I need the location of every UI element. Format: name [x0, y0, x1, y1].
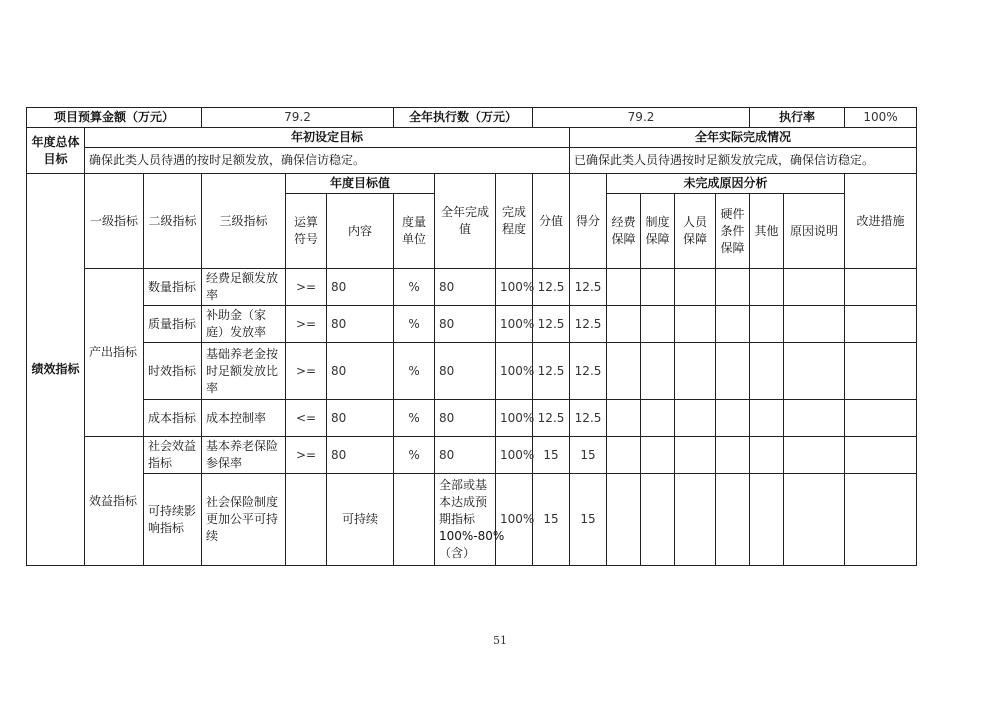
value-cell: 12.5 — [533, 306, 570, 343]
empty-cell — [845, 474, 917, 566]
content-cell: 80 — [327, 306, 394, 343]
col-staff: 人员保障 — [675, 194, 716, 269]
col-hardware: 硬件条件保障 — [716, 194, 750, 269]
col-level2: 二级指标 — [144, 174, 202, 269]
empty-cell — [641, 400, 675, 437]
empty-cell — [641, 437, 675, 474]
initial-goal-header: 年初设定目标 — [85, 128, 570, 148]
empty-cell — [675, 437, 716, 474]
completed-cell: 80 — [435, 269, 496, 306]
empty-cell — [845, 437, 917, 474]
annual-goal-label: 年度总体目标 — [27, 128, 85, 174]
content-cell: 80 — [327, 269, 394, 306]
col-other: 其他 — [750, 194, 784, 269]
rate-label: 执行率 — [750, 108, 845, 128]
empty-cell — [675, 400, 716, 437]
empty-cell — [607, 474, 641, 566]
score-cell: 12.5 — [570, 400, 607, 437]
level2-cell: 可持续影响指标 — [144, 474, 202, 566]
level2-cell: 时效指标 — [144, 343, 202, 400]
degree-cell: 100% — [496, 306, 533, 343]
completed-cell: 全部或基本达成预期指标100%-80%（含） — [435, 474, 496, 566]
empty-cell — [784, 474, 845, 566]
score-cell: 12.5 — [570, 343, 607, 400]
col-score-value: 分值 — [533, 174, 570, 269]
empty-cell — [607, 269, 641, 306]
empty-cell — [716, 306, 750, 343]
content-cell: 可持续 — [327, 474, 394, 566]
table-row — [27, 306, 917, 343]
operator-cell — [286, 474, 327, 566]
content-cell: 80 — [327, 437, 394, 474]
col-score: 得分 — [570, 174, 607, 269]
empty-cell — [607, 343, 641, 400]
empty-cell — [845, 343, 917, 400]
degree-cell: 100% — [496, 269, 533, 306]
operator-cell: >= — [286, 306, 327, 343]
value-cell: 12.5 — [533, 269, 570, 306]
level3-cell: 成本控制率 — [202, 400, 286, 437]
empty-cell — [607, 437, 641, 474]
actual-goal-text: 已确保此类人员待遇按时足额发放完成，确保信访稳定。 — [570, 148, 917, 174]
empty-cell — [607, 306, 641, 343]
actual-goal-header: 全年实际完成情况 — [570, 128, 917, 148]
initial-goal-text: 确保此类人员待遇的按时足额发放，确保信访稳定。 — [85, 148, 570, 174]
level2-cell: 成本指标 — [144, 400, 202, 437]
level3-cell: 社会保险制度更加公平可持续 — [202, 474, 286, 566]
empty-cell — [675, 306, 716, 343]
completed-cell: 80 — [435, 343, 496, 400]
empty-cell — [641, 306, 675, 343]
empty-cell — [716, 343, 750, 400]
content-cell: 80 — [327, 400, 394, 437]
empty-cell — [675, 474, 716, 566]
empty-cell — [750, 437, 784, 474]
budget-label: 项目预算金额（万元） — [27, 108, 202, 128]
exec-value: 79.2 — [533, 108, 750, 128]
level3-cell: 基本养老保险参保率 — [202, 437, 286, 474]
col-operator: 运算符号 — [286, 194, 327, 269]
col-content: 内容 — [327, 194, 394, 269]
empty-cell — [641, 269, 675, 306]
col-unit: 度量单位 — [394, 194, 435, 269]
content-cell: 80 — [327, 343, 394, 400]
table-row — [27, 437, 917, 474]
exec-label: 全年执行数（万元） — [394, 108, 533, 128]
score-cell: 12.5 — [570, 306, 607, 343]
performance-table — [26, 107, 917, 566]
col-level1: 一级指标 — [85, 174, 144, 269]
value-cell: 12.5 — [533, 400, 570, 437]
degree-cell: 100% — [496, 343, 533, 400]
empty-cell — [641, 474, 675, 566]
output-indicator-label: 产出指标 — [85, 269, 144, 437]
unit-cell: % — [394, 306, 435, 343]
score-cell: 15 — [570, 437, 607, 474]
value-cell: 15 — [533, 474, 570, 566]
unit-cell: % — [394, 437, 435, 474]
page-number: 51 — [493, 634, 507, 647]
table-row — [27, 269, 917, 306]
table-row — [27, 400, 917, 437]
value-cell: 12.5 — [533, 343, 570, 400]
col-level3: 三级指标 — [202, 174, 286, 269]
operator-cell: >= — [286, 343, 327, 400]
value-cell: 15 — [533, 437, 570, 474]
empty-cell — [784, 437, 845, 474]
perf-header-row-1 — [27, 174, 917, 194]
col-fund: 经费保障 — [607, 194, 641, 269]
empty-cell — [750, 400, 784, 437]
empty-cell — [750, 343, 784, 400]
operator-cell: >= — [286, 269, 327, 306]
budget-row — [27, 108, 917, 128]
empty-cell — [845, 400, 917, 437]
empty-cell — [784, 400, 845, 437]
empty-cell — [716, 400, 750, 437]
empty-cell — [845, 306, 917, 343]
score-cell: 12.5 — [570, 269, 607, 306]
score-cell: 15 — [570, 474, 607, 566]
operator-cell: <= — [286, 400, 327, 437]
col-improve: 改进措施 — [845, 174, 917, 269]
empty-cell — [716, 437, 750, 474]
degree-cell: 100% — [496, 474, 533, 566]
col-unfinished-group: 未完成原因分析 — [607, 174, 845, 194]
empty-cell — [607, 400, 641, 437]
empty-cell — [784, 306, 845, 343]
rate-value: 100% — [845, 108, 917, 128]
level3-cell: 经费足额发放率 — [202, 269, 286, 306]
col-system: 制度保障 — [641, 194, 675, 269]
unit-cell — [394, 474, 435, 566]
level2-cell: 质量指标 — [144, 306, 202, 343]
empty-cell — [675, 269, 716, 306]
degree-cell: 100% — [496, 437, 533, 474]
col-target-group: 年度目标值 — [286, 174, 435, 194]
empty-cell — [641, 343, 675, 400]
table-row — [27, 474, 917, 566]
operator-cell: >= — [286, 437, 327, 474]
table-row — [27, 343, 917, 400]
empty-cell — [675, 343, 716, 400]
budget-value: 79.2 — [202, 108, 394, 128]
completed-cell: 80 — [435, 400, 496, 437]
empty-cell — [784, 269, 845, 306]
degree-cell: 100% — [496, 400, 533, 437]
empty-cell — [716, 474, 750, 566]
col-completed: 全年完成值 — [435, 174, 496, 269]
empty-cell — [784, 343, 845, 400]
perf-indicator-label: 绩效指标 — [27, 174, 85, 566]
level3-cell: 基础养老金按时足额发放比率 — [202, 343, 286, 400]
unit-cell: % — [394, 400, 435, 437]
col-reason: 原因说明 — [784, 194, 845, 269]
col-degree: 完成程度 — [496, 174, 533, 269]
goal-header-row — [27, 128, 917, 148]
unit-cell: % — [394, 343, 435, 400]
benefit-indicator-label: 效益指标 — [85, 437, 144, 566]
unit-cell: % — [394, 269, 435, 306]
level3-cell: 补助金（家庭）发放率 — [202, 306, 286, 343]
empty-cell — [845, 269, 917, 306]
level2-cell: 数量指标 — [144, 269, 202, 306]
level2-cell: 社会效益指标 — [144, 437, 202, 474]
completed-cell: 80 — [435, 437, 496, 474]
empty-cell — [750, 269, 784, 306]
goal-text-row — [27, 148, 917, 174]
empty-cell — [716, 269, 750, 306]
completed-cell: 80 — [435, 306, 496, 343]
empty-cell — [750, 306, 784, 343]
empty-cell — [750, 474, 784, 566]
